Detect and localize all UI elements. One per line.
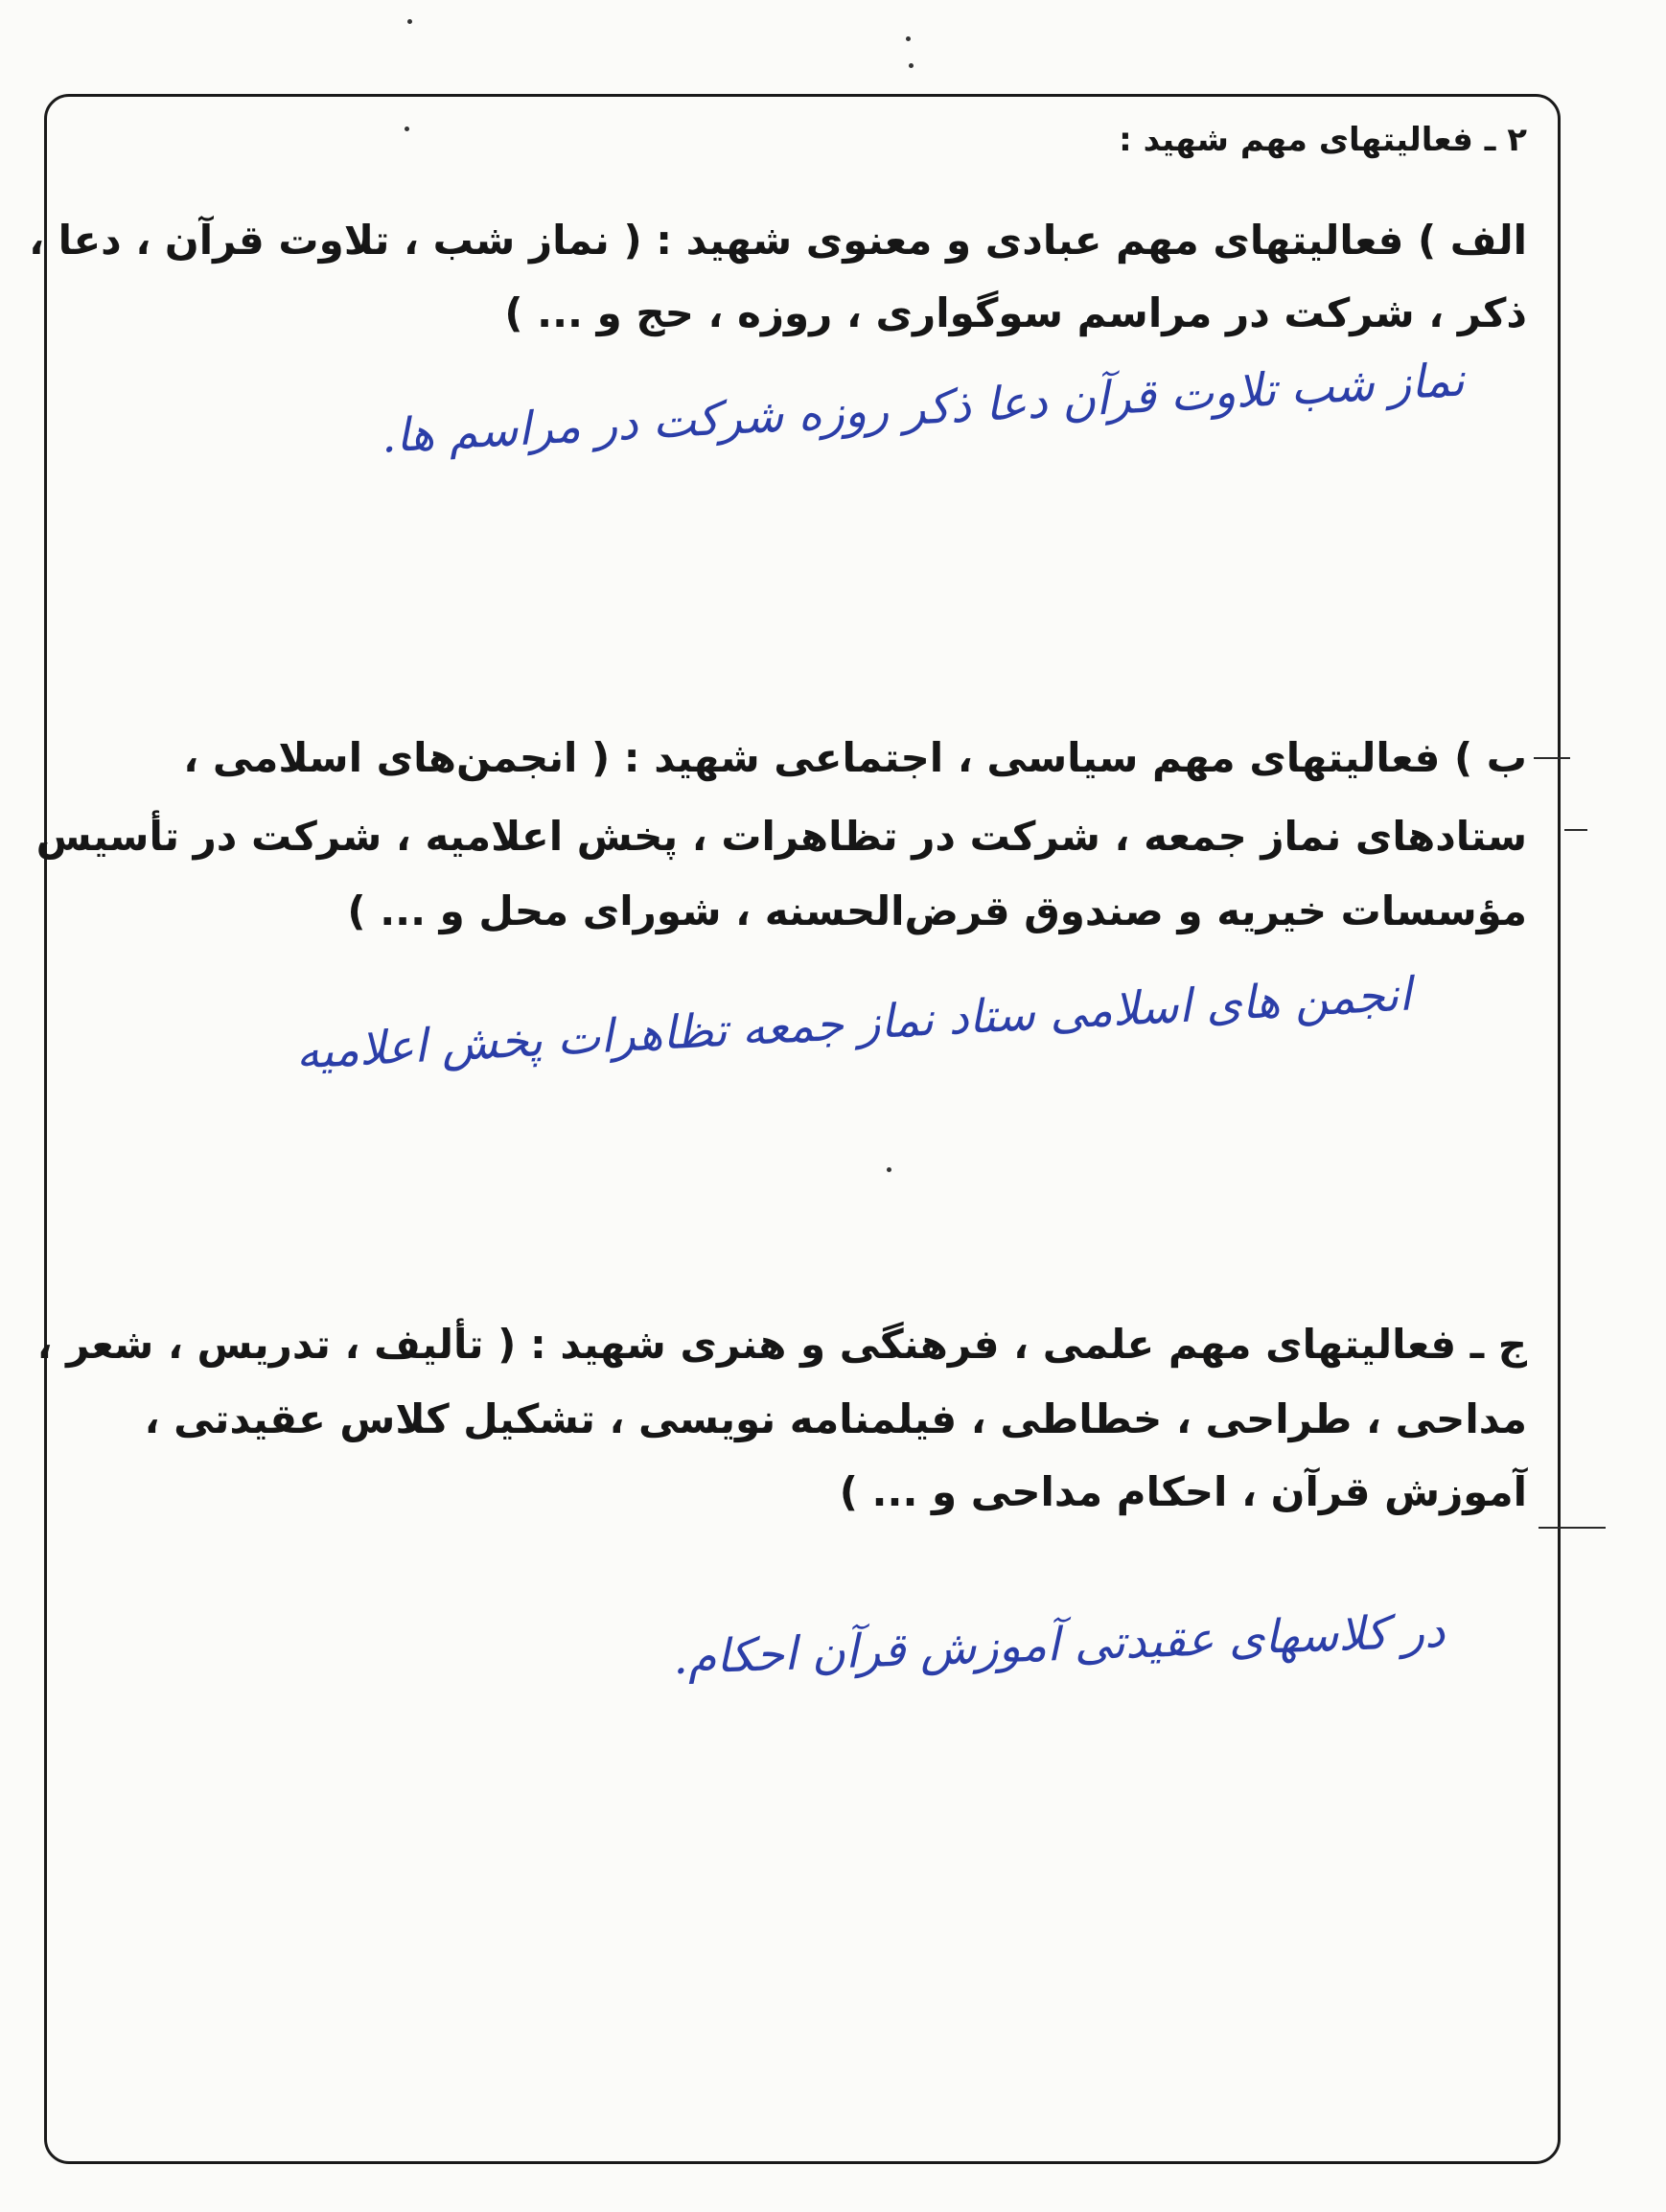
section-a-handwritten-answer: نماز شب تلاوت قرآن دعا ذکر روزه شرکت در مراسم ها. xyxy=(379,353,1466,464)
section-b-line-2: ستادهای نماز جمعه ، شرکت در تظاهرات ، پخش اعلامیه ، شرکت در تأسیس xyxy=(35,813,1527,860)
section-b-handwritten-answer: انجمن های اسلامی ستاد نماز جمعه تظاهرات پخش اعلامیه xyxy=(294,967,1413,1080)
scan-dot xyxy=(909,63,914,68)
section-c-line-2: مداحی ، طراحی ، خطاطی ، فیلمنامه نویسی ، تشکیل کلاس عقیدتی ، xyxy=(144,1395,1527,1442)
section-c-line-3: آموزش قرآن ، احکام مداحی و ... ) xyxy=(839,1468,1527,1515)
section-c-line-1: ج ـ فعالیتهای مهم علمی ، فرهنگی و هنری شهید : ( تألیف ، تدریس ، شعر ، xyxy=(36,1321,1527,1368)
scan-dot xyxy=(405,127,409,131)
scan-dot xyxy=(906,36,911,41)
scan-dot xyxy=(407,19,412,24)
section-b-line-1: ب ) فعالیتهای مهم سیاسی ، اجتماعی شهید : ( انجمن‌های اسلامی ، xyxy=(183,734,1527,781)
scan-tick-mark xyxy=(1564,829,1587,831)
scan-tick-mark xyxy=(1534,757,1570,759)
section-heading: ۲ ـ فعالیتهای مهم شهید : xyxy=(1119,121,1527,159)
section-b-line-3: مؤسسات خیریه و صندوق قرض‌الحسنه ، شورای محل و ... ) xyxy=(347,887,1527,934)
scan-tick-mark xyxy=(1539,1527,1606,1529)
section-a-line-1: الف ) فعالیتهای مهم عبادی و معنوی شهید : ( نماز شب ، تلاوت قرآن ، دعا ، xyxy=(29,217,1527,264)
section-c-handwritten-answer: در کلاسهای عقیدتی آموزش قرآن احکام. xyxy=(672,1603,1446,1686)
section-a-line-2: ذکر ، شرکت در مراسم سوگواری ، روزه ، حج و ... ) xyxy=(504,289,1527,336)
scan-dot xyxy=(887,1167,891,1172)
